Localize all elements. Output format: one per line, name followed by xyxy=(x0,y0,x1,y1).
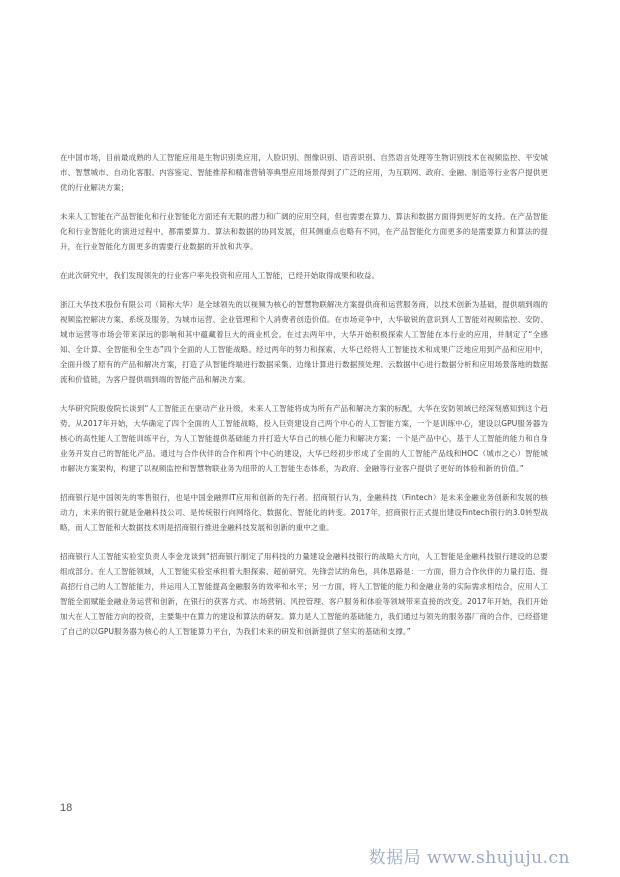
paragraph-research-finding: 在此次研究中，我们发现领先的行业客户率先投资和应用人工智能，已经开始取得成果和收益。 xyxy=(60,271,380,280)
document-body xyxy=(60,150,548,639)
paragraph-cmb-intro: 招商银行是中国领先的零售银行，也是中国金融界IT应用和创新的先行者。招商银行认为，金融科技（Fintech）是未来金融业务创新和发展的核动力，未来的银行就是金融科技公司、是传统银行向网络化、数据化、智能化的转变。2017年，招商银行正式提出建设Fintech银行的3.0转型战略，而人工智能和大数据技术则是招商银行推进金融科技发展和创新的重中之重。 xyxy=(60,493,548,532)
paragraph-dahua-quote: 大华研究院殷俊院长谈到“人工智能正在驱动产业升级，未来人工智能将成为所有产品和解决方案的标配，大华在安防领域已经深刻感知到这个趋势。从2017年开始，大华确定了四个全面的人工智能战略，投入巨资建设自己两个中心的人工智能方案，一个是训练中心，建设以GPU服务器为核心的高性能人工智能训练平台，为人工智能提供基础能力并打造大华自己的核心能力和解决方案；一个是产品中心，基于人工智能的能力和自身业务开发自己的智能化产品。通过与合作伙伴的合作和两个中心的建设，大华已经初步形成了全面的人工智能产品线和HOC（城市之心）智能城市解决方案架构，构建了以视频监控和智慧物联业务为纽带的人工智能生态体系，为政府、金融等行业客户提供了更好的体验和新的价值。” xyxy=(60,404,548,473)
paragraph-cmb-quote: 招商银行人工智能实验室负责人李金龙谈到“招商银行制定了用科技的力量建设金融科技银行的战略大方向，人工智能是金融科技银行建设的总要组成部分。在人工智能领域，人工智能实验室承担着大胆探索、超前研究、先锋尝试的角色，具体思路是：一方面，借力合作伙伴的力量打造、提高招行自己的人工智能能力，并运用人工智能提高金融服务的效率和水平；另一方面，将人工智能的能力和金融业务的实际需求相结合，应用人工智能全面赋能金融业务运营和创新，在银行的获客方式、市场营销、风控管理、客户服务和体验等领域带来直接的改变。2017年开始，我们开始加大在人工智能方向的投资，主要集中在算力的建设和算法的研发。算力是人工智能的基础能力，我们通过与领先的服务器厂商的合作，已经搭建了自己的以GPU服务器为核心的人工智能算力平台，为我们未来的研发和创新提供了坚实的基础和支撑。” xyxy=(60,552,548,636)
page-number: 18 xyxy=(60,802,73,814)
watermark: 数据局 www.shujuju.cn xyxy=(368,848,570,868)
paragraph-dahua-intro: 浙江大华技术股份有限公司（简称大华）是全球领先的以视频为核心的智慧物联解决方案提供商和运营服务商，以技术创新为基础，提供端到端的视频监控解决方案、系统及服务，为城市运营、企业管理和个人消费者创造价值。在市场竞争中，大华敏锐的意识到人工智能对视频监控、安防、城市运营等市场会带来深远的影响和其中蕴藏着巨大的商业机会。在过去两年中，大华开始积极探索人工智能在本行业的应用，并制定了“全感知、全计算、全智能和全生态”四个全面的人工智能战略。经过两年的努力和探索，大华已经将人工智能技术和成果广泛地应用到产品和应用中，全面升级了原有的产品和解决方案，打造了从智能终端进行数据采集、边缘计算进行数据预处理、云数据中心进行数据分析和应用场景落地的数据流和价值链，为客户提供端到端的智能产品和解决方案。 xyxy=(60,300,548,384)
paragraph-ai-china-market: 在中国市场，目前最成熟的人工智能应用是生物识别类应用，人脸识别、图像识别、语音识别、自然语言处理等生物识别技术在视频监控、平安城市、智慧城市、自动化客服、内容鉴定、智能推荐和精准营销等典型应用场景得到了广泛的应用，为互联网、政府、金融、制造等行业客户提供更优的行业解决方案； xyxy=(60,153,548,192)
paragraph-ai-future: 未来人工智能在产品智能化和行业智能化方面还有无限的潜力和广阔的应用空间，但也需要在算力、算法和数据方面得到更好的支持。在产品智能化和行业智能化的演进过程中，都需要算力、算法和数据的协同发展，但其侧重点也略有不同，在产品智能化方面更多的是需要算力和算法的提升，在行业智能化方面更多的需要行业数据的开放和共享。 xyxy=(60,212,548,251)
